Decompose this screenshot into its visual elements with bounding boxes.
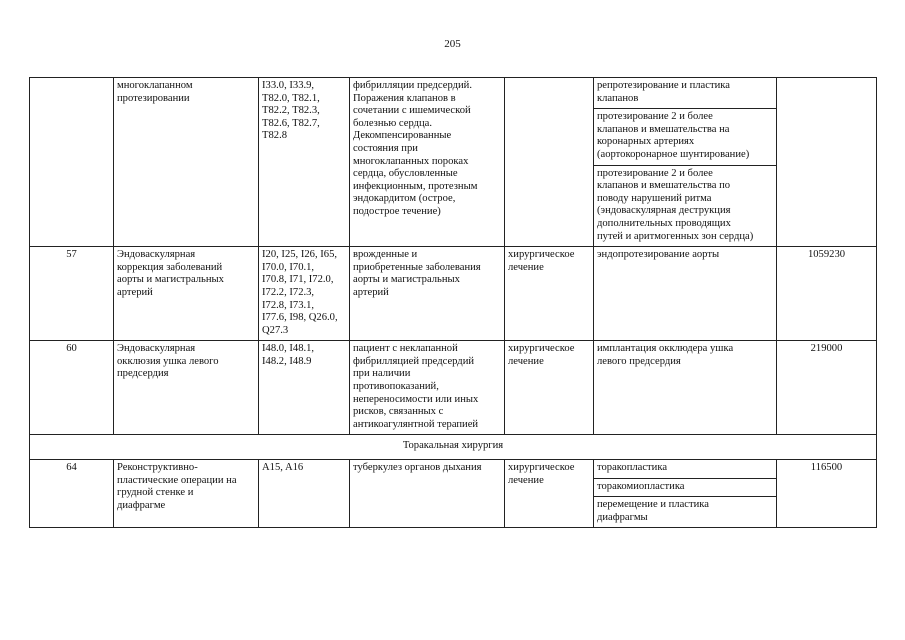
cell-patient-model: фибрилляции предсердий. Поражения клапанов в сочетании с ишемической болезнью сердца. Декомпенсированные состояния при многоклапанных пороках сердца, обусловленные инфекционным, протезным эндокардитом (острое, подострое течение)	[350, 78, 505, 247]
cell-treatment-type: хирургическое лечение	[505, 341, 594, 435]
section-title: Торакальная хирургия	[30, 435, 877, 460]
cell-icd-codes: I48.0, I48.1, I48.2, I48.9	[259, 341, 350, 435]
cell-icd-codes: I33.0, I33.9, T82.0, T82.1, T82.2, T82.3, T82.6, T82.7, T82.8	[259, 78, 350, 247]
cell-treatment-type: хирургическое лечение	[505, 460, 594, 528]
cell-cost	[777, 78, 877, 247]
table-row	[30, 78, 877, 109]
cell-num: 57	[30, 247, 114, 341]
cell-icd-codes: A15, A16	[259, 460, 350, 528]
cell-care-name: Эндоваскулярная окклюзия ушка левого предсердия	[114, 341, 259, 435]
cell-treatment-type: хирургическое лечение	[505, 247, 594, 341]
cell-care-name: многоклапанном протезировании	[114, 78, 259, 247]
table-row	[30, 341, 877, 435]
cell-method: протезирование 2 и более клапанов и вмешательства на коронарных артериях (аортокоронарное шунтирование)	[594, 109, 777, 165]
cell-patient-model: пациент с неклапанной фибрилляцией предсердий при наличии противопоказаний, непереносимости или иных рисков, связанных с антикоагулянтной терапией	[350, 341, 505, 435]
medical-care-table	[29, 77, 877, 528]
cell-method: протезирование 2 и более клапанов и вмешательства по поводу нарушений ритма (эндоваскулярная деструкция дополнительных проводящих путей и аритмогенных зон сердца)	[594, 165, 777, 247]
cell-care-name: Реконструктивно- пластические операции на грудной стенке и диафрагме	[114, 460, 259, 528]
cell-method: репротезирование и пластика клапанов	[594, 78, 777, 109]
cell-treatment-type	[505, 78, 594, 247]
cell-cost: 1059230	[777, 247, 877, 341]
cell-num	[30, 78, 114, 247]
table-row	[30, 460, 877, 479]
cell-method: торакопластика	[594, 460, 777, 479]
cell-method: перемещение и пластика диафрагмы	[594, 497, 777, 528]
cell-icd-codes: I20, I25, I26, I65, I70.0, I70.1, I70.8, I71, I72.0, I72.2, I72.3, I72.8, I73.1, I77.6, I98, Q26.0, Q27.3	[259, 247, 350, 341]
cell-num: 60	[30, 341, 114, 435]
cell-method: эндопротезирование аорты	[594, 247, 777, 341]
cell-cost: 219000	[777, 341, 877, 435]
section-row	[30, 435, 877, 460]
cell-method: имплантация окклюдера ушка левого предсердия	[594, 341, 777, 435]
cell-cost: 116500	[777, 460, 877, 528]
cell-patient-model: туберкулез органов дыхания	[350, 460, 505, 528]
cell-patient-model: врожденные и приобретенные заболевания аорты и магистральных артерий	[350, 247, 505, 341]
cell-care-name: Эндоваскулярная коррекция заболеваний аорты и магистральных артерий	[114, 247, 259, 341]
table-row	[30, 247, 877, 341]
cell-method: торакомиопластика	[594, 478, 777, 497]
cell-num: 64	[30, 460, 114, 528]
page-number: 205	[444, 38, 461, 50]
